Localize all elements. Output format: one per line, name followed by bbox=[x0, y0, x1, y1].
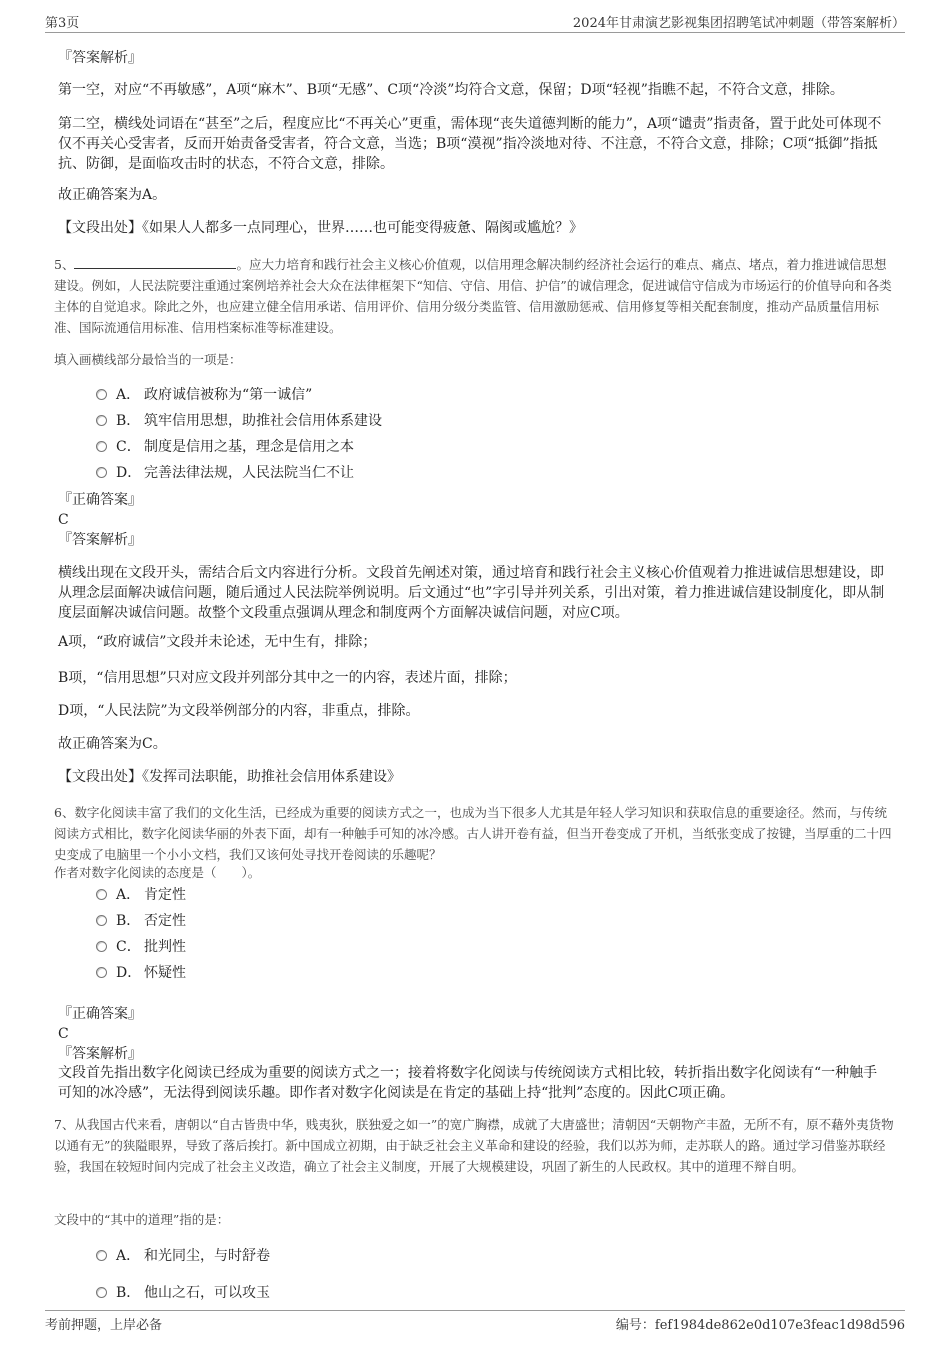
q6-option-d[interactable]: D． 怀疑性 bbox=[96, 962, 186, 984]
q5-stem-text: 。应大力培育和践行社会主义核心价值观，以信用理念解决制约经济社会运行的难点、痛点、堵点，着力推进诚信思想建设。例如，人民法院要注重通过案例培养社会大众在法律框架下“知信、守信、用信、护信”的诚信理念，促进诚信守信成为市场运行的价值导向和各类主体的自觉追求。除此之外，也应建立健全信用承诺、信用评价、信用分级分类监管、信用激励惩戒、信用修复等相关配套制度，推动产品质量信用标准、国际流通信用标准、信用档案标准等标准建设。 bbox=[54, 257, 892, 335]
q5-option-d[interactable]: D． 完善法律法规，人民法院当仁不让 bbox=[96, 462, 354, 484]
document-code: 编号：fef1984de862e0d107e3feac1d98d596 bbox=[615, 1318, 905, 1333]
document-title: 2024年甘肃演艺影视集团招聘笔试冲刺题（带答案解析） bbox=[572, 16, 905, 31]
q5-option-b[interactable]: B． 筑牢信用思想，助推社会信用体系建设 bbox=[96, 410, 382, 432]
q7-prompt: 文段中的“其中的道理”指的是： bbox=[54, 1212, 230, 1227]
q4-conclusion: 故正确答案为A。 bbox=[58, 187, 167, 203]
q7-stem: 7、从我国古代来看，唐朝以“自古皆贵中华，贱夷狄，朕独爱之如一”的宽广胸襟，成就了大唐盛世；清朝因“天朝物产丰盈，无所不有，原不藉外夷货物以通有无”的狭隘眼界，导致了落后挨打。新中国成立初期，由于缺乏社会主义革命和建设的经验，我们以苏为师，走苏联人的路。通过学习借鉴苏联经验，我国在较短时间内完成了社会主义改造，确立了社会主义制度，开展了大规模建设，巩固了新生的人民政权。其中的道理不辩自明。 bbox=[54, 1117, 894, 1174]
q5-option-a[interactable]: A． 政府诚信被称为“第一诚信” bbox=[96, 384, 312, 406]
q6-option-c[interactable]: C． 批判性 bbox=[96, 936, 186, 958]
radio-icon[interactable] bbox=[96, 467, 107, 478]
q4-source: 【文段出处】《如果人人都多一点同理心，世界……也可能变得疲惫、隔阂或尴尬？》 bbox=[58, 220, 583, 236]
q6-option-a[interactable]: A． 肯定性 bbox=[96, 884, 186, 906]
analysis-label: 『答案解析』 bbox=[58, 50, 142, 66]
analysis-label: 『答案解析』 bbox=[58, 1046, 142, 1062]
q5-conclusion: 故正确答案为C。 bbox=[58, 736, 167, 752]
radio-icon[interactable] bbox=[96, 941, 107, 952]
q5-option-c[interactable]: C． 制度是信用之基，理念是信用之本 bbox=[96, 436, 354, 458]
radio-icon[interactable] bbox=[96, 441, 107, 452]
radio-icon[interactable] bbox=[96, 967, 107, 978]
q6-stem: 6、数字化阅读丰富了我们的文化生活，已经成为重要的阅读方式之一，也成为当下很多人尤其是年轻人学习知识和获取信息的重要途径。然而，与传统阅读方式相比，数字化阅读华丽的外表下面，却有一种触手可知的冰冷感。古人讲开卷有益，但当开卷变成了开机，当纸张变成了按键，当厚重的二十四史变成了电脑里一个小小文档，我们又该何处寻找开卷阅读的乐趣呢？ bbox=[54, 805, 892, 862]
blank-line bbox=[74, 254, 236, 269]
q5-analysis-d: D项，“人民法院”为文段举例部分的内容，非重点，排除。 bbox=[58, 703, 420, 719]
q5-number: 5、 bbox=[54, 257, 75, 272]
page-footer bbox=[45, 1310, 905, 1333]
q5-stem bbox=[54, 254, 896, 338]
radio-icon[interactable] bbox=[96, 1287, 107, 1298]
q6-analysis-p1: 文段首先指出数字化阅读已经成为重要的阅读方式之一；接着将数字化阅读与传统阅读方式相比较，转折指出数字化阅读有“一种触手可知的冰冷感”，无法得到阅读乐趣。即作者对数字化阅读是在肯定的基础上持“批判”态度的。因此C项正确。 bbox=[58, 1065, 878, 1101]
q5-analysis-a: A项，“政府诚信”文段并未论述，无中生有，排除； bbox=[58, 634, 377, 650]
q4-analysis-p2: 第二空，横线处词语在“甚至”之后，程度应比“不再关心”更重，需体现“丧失道德判断的能力”，A项“谴责”指责备，置于此处可体现不仅不再关心受害者，反而开始责备受害者，符合文意，当选；B项“漠视”指冷淡地对待、不注意，不符合文意，排除；C项“抵御”指抵抗、防御，是面临攻击时的状态，不符合文意，排除。 bbox=[58, 116, 882, 172]
correct-answer-label: 『正确答案』 bbox=[58, 1006, 142, 1022]
q4-analysis-p1: 第一空，对应“不再敏感”，A项“麻木”、B项“无感”、C项“冷淡”均符合文意，保留；D项“轻视”指瞧不起，不符合文意，排除。 bbox=[58, 82, 844, 98]
radio-icon[interactable] bbox=[96, 915, 107, 926]
radio-icon[interactable] bbox=[96, 415, 107, 426]
q7-option-b[interactable]: B． 他山之石，可以攻玉 bbox=[96, 1282, 270, 1304]
analysis-label: 『答案解析』 bbox=[58, 532, 142, 548]
radio-icon[interactable] bbox=[96, 1250, 107, 1261]
q5-prompt: 填入画横线部分最恰当的一项是： bbox=[54, 352, 242, 367]
footer-slogan: 考前押题，上岸必备 bbox=[45, 1318, 163, 1333]
correct-answer: C bbox=[58, 512, 69, 528]
q6-prompt: 作者对数字化阅读的态度是（ ）。 bbox=[54, 865, 261, 880]
correct-answer: C bbox=[58, 1026, 69, 1042]
correct-answer-label: 『正确答案』 bbox=[58, 492, 142, 508]
q7-option-a[interactable]: A． 和光同尘，与时舒卷 bbox=[96, 1245, 270, 1267]
q6-option-b[interactable]: B． 否定性 bbox=[96, 910, 186, 932]
page-header bbox=[45, 10, 905, 33]
radio-icon[interactable] bbox=[96, 389, 107, 400]
q5-analysis-p1: 横线出现在文段开头，需结合后文内容进行分析。文段首先阐述对策，通过培育和践行社会主义核心价值观着力推进诚信思想建设，即从理念层面解决诚信问题，随后通过人民法院举例说明。后文通过“也”字引导并列关系，引出对策，着力推进诚信建设制度化，即从制度层面解决诚信问题。故整个文段重点强调从理念和制度两个方面解决诚信问题，对应C项。 bbox=[58, 565, 885, 621]
q5-analysis-b: B项，“信用思想”只对应文段并列部分其中之一的内容，表述片面，排除； bbox=[58, 670, 517, 686]
page-number: 第3页 bbox=[45, 16, 80, 31]
q5-source: 【文段出处】《发挥司法职能，助推社会信用体系建设》 bbox=[58, 769, 401, 785]
radio-icon[interactable] bbox=[96, 889, 107, 900]
